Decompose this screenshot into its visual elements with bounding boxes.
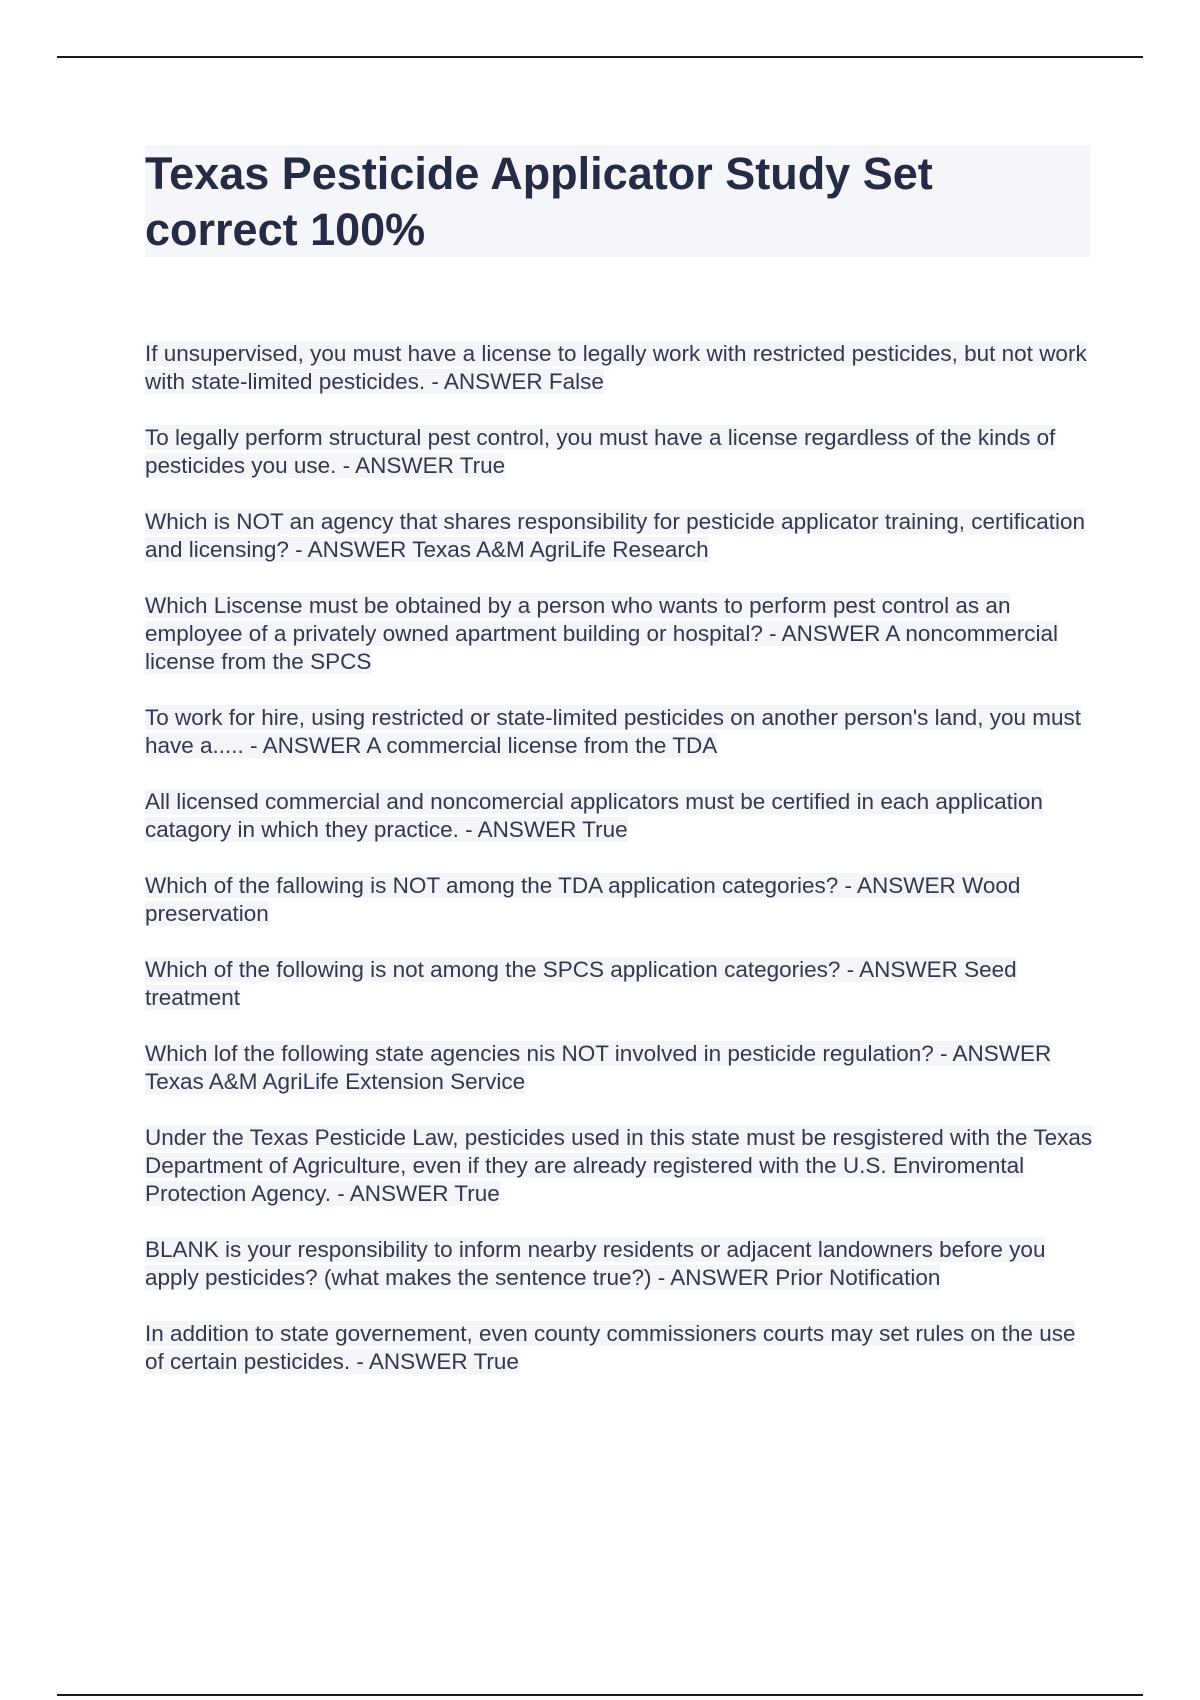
qa-item	[145, 1040, 1095, 1096]
document-title: Texas Pesticide Applicator Study Set correct 100%	[145, 148, 933, 255]
bottom-rule	[57, 1694, 1143, 1696]
question-answer-list	[145, 340, 1095, 1404]
qa-text: Which lof the following state agencies nis NOT involved in pesticide regulation? - ANSWER Texas A&M AgriLife Extension Service	[145, 1041, 1052, 1094]
qa-item	[145, 872, 1095, 928]
qa-item	[145, 1236, 1095, 1292]
qa-text: Which Liscense must be obtained by a person who wants to perform pest control as an employee of a privately owned apartment building or hospital? - ANSWER A noncommercial license from the SPCS	[145, 593, 1058, 674]
qa-item	[145, 788, 1095, 844]
qa-text: BLANK is your responsibility to inform nearby residents or adjacent landowners before you apply pesticides? (what makes the sentence true?) - ANSWER Prior Notification	[145, 1237, 1046, 1290]
qa-item	[145, 1320, 1095, 1376]
qa-item	[145, 704, 1095, 760]
qa-item	[145, 340, 1095, 396]
qa-text: To work for hire, using restricted or state-limited pesticides on another person's land, you must have a..... - ANSWER A commercial license from the TDA	[145, 705, 1081, 758]
qa-text: If unsupervised, you must have a license to legally work with restricted pesticides, but not work with state-limited pesticides. - ANSWER False	[145, 341, 1087, 394]
qa-text: Which of the fallowing is NOT among the TDA application categories? - ANSWER Wood preservation	[145, 873, 1021, 926]
qa-text: Which is NOT an agency that shares responsibility for pesticide applicator training, certification and licensing? - ANSWER Texas A&M AgriLife Research	[145, 509, 1086, 562]
qa-item	[145, 956, 1095, 1012]
qa-text: Which of the following is not among the SPCS application categories? - ANSWER Seed treatment	[145, 957, 1017, 1010]
qa-text: Under the Texas Pesticide Law, pesticides used in this state must be resgistered with the Texas Department of Agriculture, even if they are already registered with the U.S. Enviromental Protection Agency. - ANSWER True	[145, 1125, 1093, 1206]
qa-item	[145, 1124, 1095, 1208]
qa-text: To legally perform structural pest control, you must have a license regardless of the kinds of pesticides you use. - ANSWER True	[145, 425, 1056, 478]
qa-item	[145, 424, 1095, 480]
qa-item	[145, 508, 1095, 564]
qa-text: In addition to state governement, even county commissioners courts may set rules on the use of certain pesticides. - ANSWER True	[145, 1321, 1076, 1374]
qa-text: All licensed commercial and noncomercial applicators must be certified in each application catagory in which they practice. - ANSWER True	[145, 789, 1043, 842]
top-rule	[57, 56, 1143, 58]
qa-item	[145, 592, 1095, 676]
